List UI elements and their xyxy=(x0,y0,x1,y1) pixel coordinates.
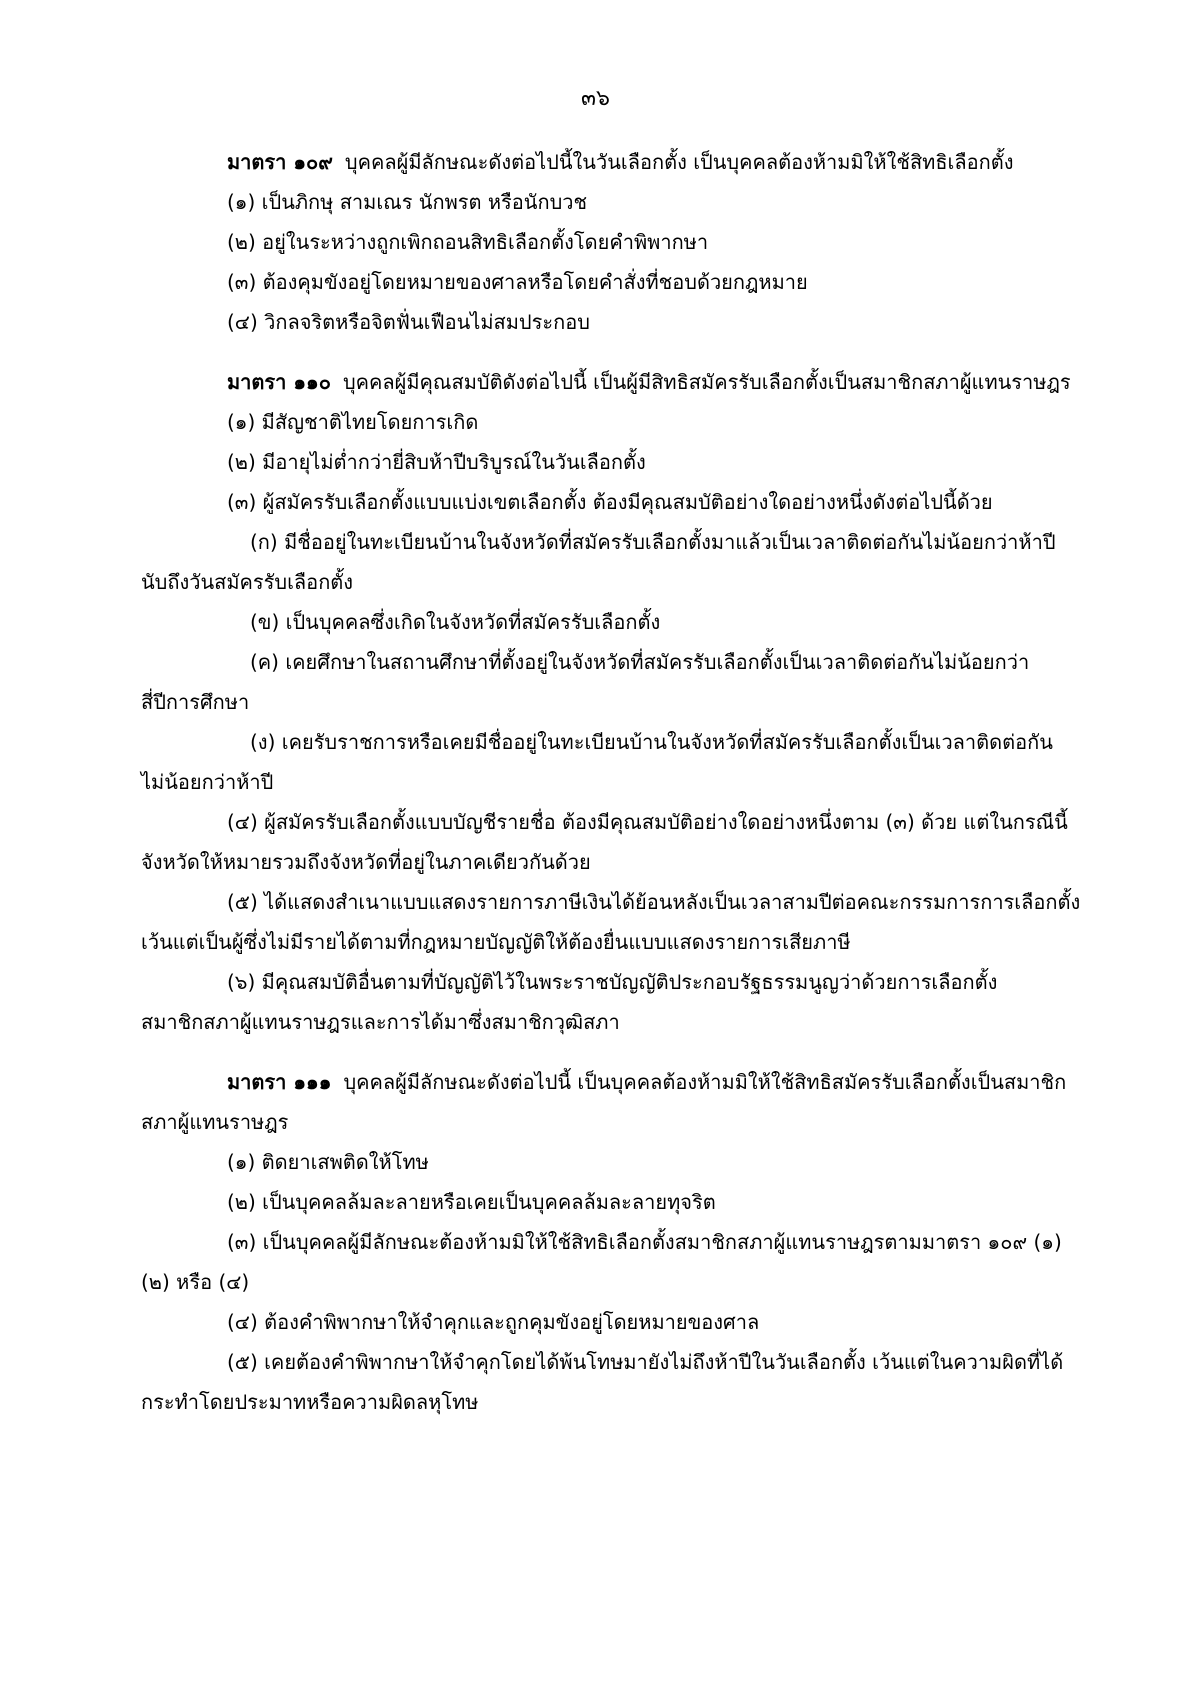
section-111-heading xyxy=(227,1068,1066,1096)
clause: (๓) ผู้สมัครรับเลือกตั้งแบบแบ่งเขตเลือกตั้ง ต้องมีคุณสมบัติอย่างใดอย่างหนึ่งดังต่อไปนี้ด้วย xyxy=(227,490,993,514)
sub-clause-cont: นับถึงวันสมัครรับเลือกตั้ง xyxy=(141,570,354,594)
clause: (๓) ต้องคุมขังอยู่โดยหมายของศาลหรือโดยคำสั่งที่ชอบด้วยกฎหมาย xyxy=(227,270,808,294)
clause: (๔) วิกลจริตหรือจิตฟั่นเฟือนไม่สมประกอบ xyxy=(227,310,590,334)
clause-cont: สมาชิกสภาผู้แทนราษฎรและการได้มาซึ่งสมาชิกวุฒิสภา xyxy=(141,1010,620,1034)
clause-cont: เว้นแต่เป็นผู้ซึ่งไม่มีรายได้ตามที่กฎหมายบัญญัติให้ต้องยื่นแบบแสดงรายการเสียภาษี xyxy=(141,930,851,954)
page-number: ๓๖ xyxy=(580,86,610,111)
sub-clause-cont: ไม่น้อยกว่าห้าปี xyxy=(141,770,274,794)
clause-cont: จังหวัดให้หมายรวมถึงจังหวัดที่อยู่ในภาคเดียวกันด้วย xyxy=(141,850,591,874)
clause: (๒) อยู่ในระหว่างถูกเพิกถอนสิทธิเลือกตั้งโดยคำพิพากษา xyxy=(227,230,709,254)
section-title: มาตรา ๑๑๑ xyxy=(227,1070,332,1094)
clause: (๔) ต้องคำพิพากษาให้จำคุกและถูกคุมขังอยู่โดยหมายของศาล xyxy=(227,1310,760,1334)
sub-clause: (ก) มีชื่ออยู่ในทะเบียนบ้านในจังหวัดที่สมัครรับเลือกตั้งมาแล้วเป็นเวลาติดต่อกันไม่น้อยกว่าห้าปี xyxy=(250,530,1056,554)
clause: (๓) เป็นบุคคลผู้มีลักษณะต้องห้ามมิให้ใช้สิทธิเลือกตั้งสมาชิกสภาผู้แทนราษฎรตามมาตรา ๑๐๙ (๑) xyxy=(227,1230,1062,1254)
section-lead-cont: สภาผู้แทนราษฎร xyxy=(141,1110,289,1134)
clause: (๕) เคยต้องคำพิพากษาให้จำคุกโดยได้พ้นโทษมายังไม่ถึงห้าปีในวันเลือกตั้ง เว้นแต่ในความผิดที่ได้ xyxy=(227,1350,1064,1374)
section-title: มาตรา ๑๑๐ xyxy=(227,370,331,394)
clause: (๑) ติดยาเสพติดให้โทษ xyxy=(227,1150,429,1174)
clause: (๒) เป็นบุคคลล้มละลายหรือเคยเป็นบุคคลล้มละลายทุจริต xyxy=(227,1190,716,1214)
clause: (๔) ผู้สมัครรับเลือกตั้งแบบบัญชีรายชื่อ ต้องมีคุณสมบัติอย่างใดอย่างหนึ่งตาม (๓) ด้วย แต่ในกรณีนี้ xyxy=(227,810,1068,834)
section-109-heading xyxy=(227,148,1014,176)
clause: (๒) มีอายุไม่ต่ำกว่ายี่สิบห้าปีบริบูรณ์ในวันเลือกตั้ง xyxy=(227,450,646,474)
clause: (๖) มีคุณสมบัติอื่นตามที่บัญญัติไว้ในพระราชบัญญัติประกอบรัฐธรรมนูญว่าด้วยการเลือกตั้ง xyxy=(227,970,998,994)
section-title: มาตรา ๑๐๙ xyxy=(227,150,333,174)
clause: (๑) มีสัญชาติไทยโดยการเกิด xyxy=(227,410,479,434)
section-110-heading xyxy=(227,368,1071,396)
clause-cont: (๒) หรือ (๔) xyxy=(141,1270,250,1294)
clause: (๕) ได้แสดงสำเนาแบบแสดงรายการภาษีเงินได้ย้อนหลังเป็นเวลาสามปีต่อคณะกรรมการการเลือกตั้ง xyxy=(227,890,1081,914)
sub-clause: (ค) เคยศึกษาในสถานศึกษาที่ตั้งอยู่ในจังหวัดที่สมัครรับเลือกตั้งเป็นเวลาติดต่อกันไม่น้อยกว่า xyxy=(250,650,1030,674)
clause-cont: กระทำโดยประมาทหรือความผิดลหุโทษ xyxy=(141,1390,479,1414)
section-lead: บุคคลผู้มีลักษณะดังต่อไปนี้ เป็นบุคคลต้องห้ามมิให้ใช้สิทธิสมัครรับเลือกตั้งเป็นสมาชิก xyxy=(343,1070,1067,1094)
sub-clause: (ง) เคยรับราชการหรือเคยมีชื่ออยู่ในทะเบียนบ้านในจังหวัดที่สมัครรับเลือกตั้งเป็นเวลาติดต่อกัน xyxy=(250,730,1053,754)
section-lead: บุคคลผู้มีลักษณะดังต่อไปนี้ในวันเลือกตั้ง เป็นบุคคลต้องห้ามมิให้ใช้สิทธิเลือกตั้ง xyxy=(344,150,1014,174)
sub-clause-cont: สี่ปีการศึกษา xyxy=(141,690,250,714)
sub-clause: (ข) เป็นบุคคลซึ่งเกิดในจังหวัดที่สมัครรับเลือกตั้ง xyxy=(250,610,661,634)
section-lead: บุคคลผู้มีคุณสมบัติดังต่อไปนี้ เป็นผู้มีสิทธิสมัครรับเลือกตั้งเป็นสมาชิกสภาผู้แทนราษฎร xyxy=(342,370,1071,394)
clause: (๑) เป็นภิกษุ สามเณร นักพรต หรือนักบวช xyxy=(227,190,588,214)
